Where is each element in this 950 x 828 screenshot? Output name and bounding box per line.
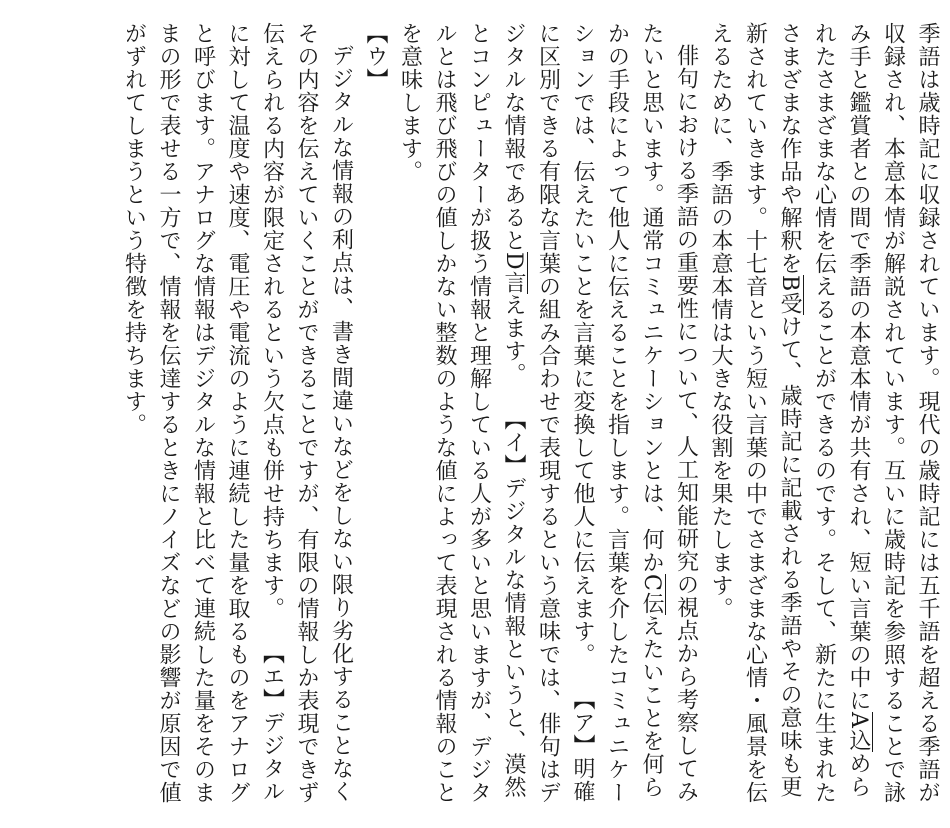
text-run: 季語は歳時記に収録されています。現代の歳時記には五千語を超える季語が収録され、本意本情が解説されています。互いに歳時記を参照することで詠み手と鑑賞者との間で季語の本意本情が共有され、短い言葉の中に xyxy=(846,22,940,804)
underlined-term: 言 xyxy=(501,270,526,294)
underlined-term: C xyxy=(639,574,664,592)
paragraph-p4 xyxy=(116,22,358,812)
underlined-term: 込 xyxy=(846,728,871,752)
underlined-term: D xyxy=(501,252,526,271)
blank-marker: 【ア】 xyxy=(570,688,595,757)
text-run: 明確に区別できる有限な言葉の組み合わせで表現するという意味では、俳句はデジタルな情報であると xyxy=(501,22,595,804)
text-run: デジタルな情報というと、漠然とコンピューターが扱う情報と理解している人が多いと思いますが、デジタルとは飛び飛びの値しかない整数のような値によって表現される情報のことを意味します。 xyxy=(397,22,526,804)
text-run: められたさまざまな心情を伝えることができるのです。そして、新たに生まれたさまざまな作品や解釈を xyxy=(777,22,871,804)
text-run: デジタルに対して温度や速度、電圧や電流のように連続した量を取るものをアナログと呼びます。アナログな情報はデジタルな情報と比べて連続した量をそのままの形で表せる一方で、情報を伝達するときにノイズなどの影響が原因で値がずれてしまうという特徴を持ちます。 xyxy=(121,22,285,804)
underlined-term: 受 xyxy=(777,292,802,316)
underlined-term: 伝 xyxy=(639,591,664,615)
blank-marker: 【イ】 xyxy=(501,407,526,477)
text-run: けて、歳時記に記載される季語やその意味も更新されていきます。十七音という短い言葉の中でさまざまな心情・風景を伝えるために、季語の本意本情は大きな役割を果たします。 xyxy=(708,22,802,804)
text-run: えたいことを何らかの手段によって他人に伝えることを指します。言葉を介したコミュニケーションでは、伝えたいことを言葉に変換して他人に伝えます。 xyxy=(570,22,664,804)
paragraph-p3 xyxy=(358,22,393,812)
vertical-text-body xyxy=(8,22,944,812)
paragraph-p2 xyxy=(392,22,703,812)
text-run: 俳句における季語の重要性について、人工知能研究の視点から考察してみたいと思います。通常コミュニケーションとは、何か xyxy=(639,22,699,803)
blank-marker: 【エ】 xyxy=(259,642,285,711)
blank-marker: 【ウ】 xyxy=(363,22,388,91)
text-run: デジタルな情報の利点は、書き間違いなどをしない限り劣化することなくその内容を伝えていくことができることですが、有限の情報しか表現できず伝えられる内容が限定されるという欠点も併せ持ちます。 xyxy=(259,22,354,804)
underlined-term: A xyxy=(846,712,871,729)
paragraph-p1 xyxy=(703,22,945,812)
text-run: えます。 xyxy=(501,293,526,386)
underlined-term: B xyxy=(777,275,802,293)
